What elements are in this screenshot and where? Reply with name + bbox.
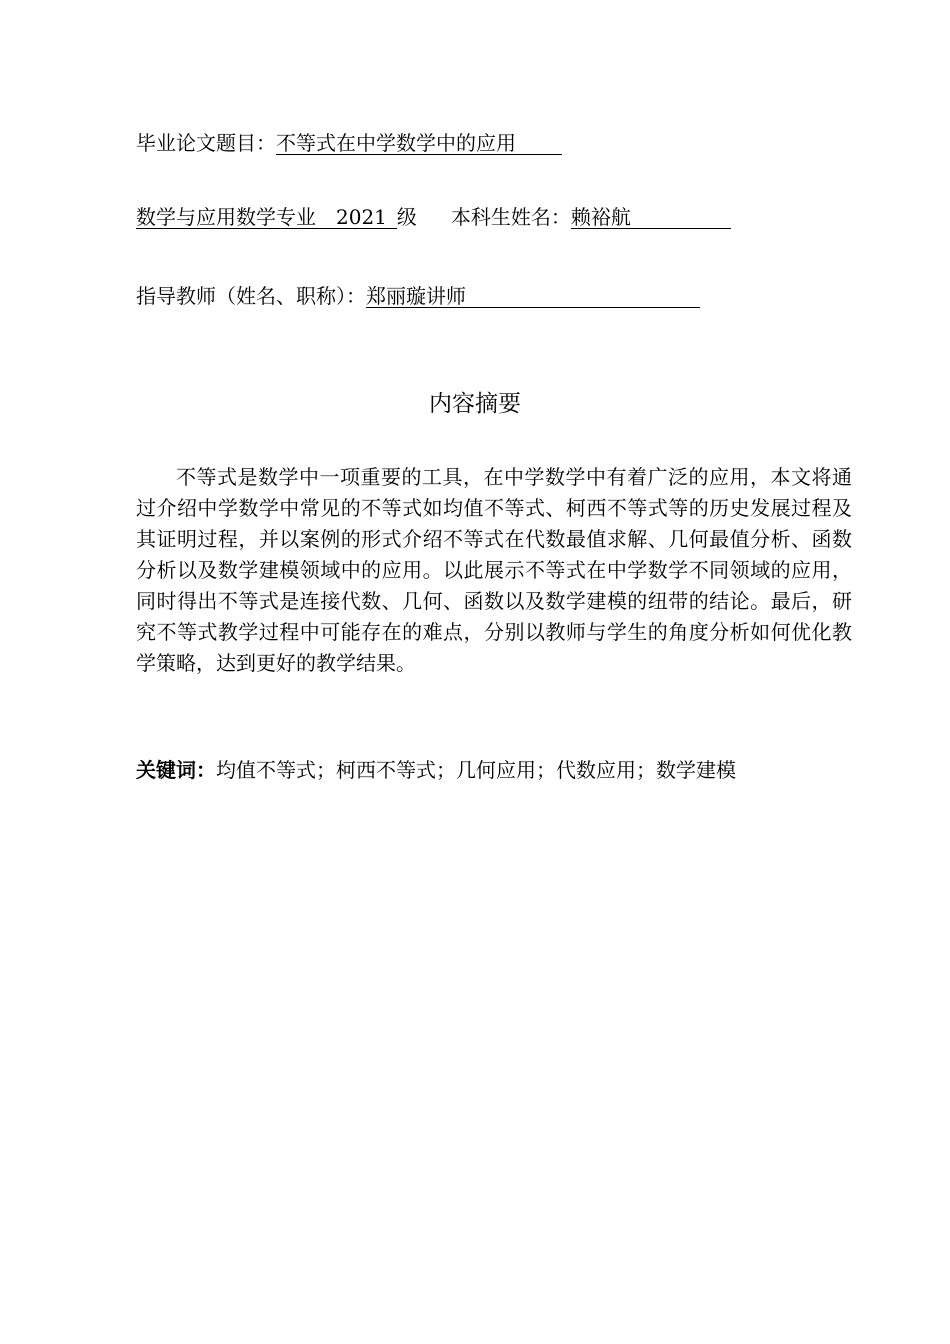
keywords-line — [136, 756, 736, 784]
major-value: 数学与应用数学专业 — [136, 205, 316, 229]
thesis-title-line — [136, 131, 562, 155]
student-info-line — [136, 205, 731, 229]
advisor-line — [136, 284, 700, 308]
student-name-value: 赖裕航 — [571, 206, 731, 229]
grade-label: 级 — [396, 205, 417, 229]
student-name-label: 本科生姓名： — [450, 205, 571, 229]
abstract-heading: 内容摘要 — [429, 391, 521, 417]
keywords-value: 均值不等式；柯西不等式；几何应用；代数应用；数学建模 — [216, 758, 736, 782]
abstract-body: 不等式是数学中一项重要的工具，在中学数学中有着广泛的应用，本文将通过介绍中学数学中常见的不等式如均值不等式、柯西不等式等的历史发展过程及其证明过程，并以案例的形式介绍不等式在代数最值求解、几何最值分析、函数分析以及数学建模领域中的应用。以此展示不等式在中学数学不同领域的应用，同时得出不等式是连接代数、几何、函数以及数学建模的纽带的结论。最后，研究不等式教学过程中可能存在的难点，分别以教师与学生的角度分析如何优化教学策略，达到更好的教学结果。 — [136, 465, 852, 675]
thesis-title-value: 不等式在中学数学中的应用 — [276, 132, 562, 155]
keywords-label: 关键词： — [136, 758, 216, 782]
thesis-title-label: 毕业论文题目： — [136, 131, 276, 155]
advisor-label: 指导教师（姓名、职称）： — [136, 284, 366, 308]
enrollment-year: 2021 — [316, 206, 397, 229]
advisor-value: 郑丽璇讲师 — [366, 285, 700, 308]
